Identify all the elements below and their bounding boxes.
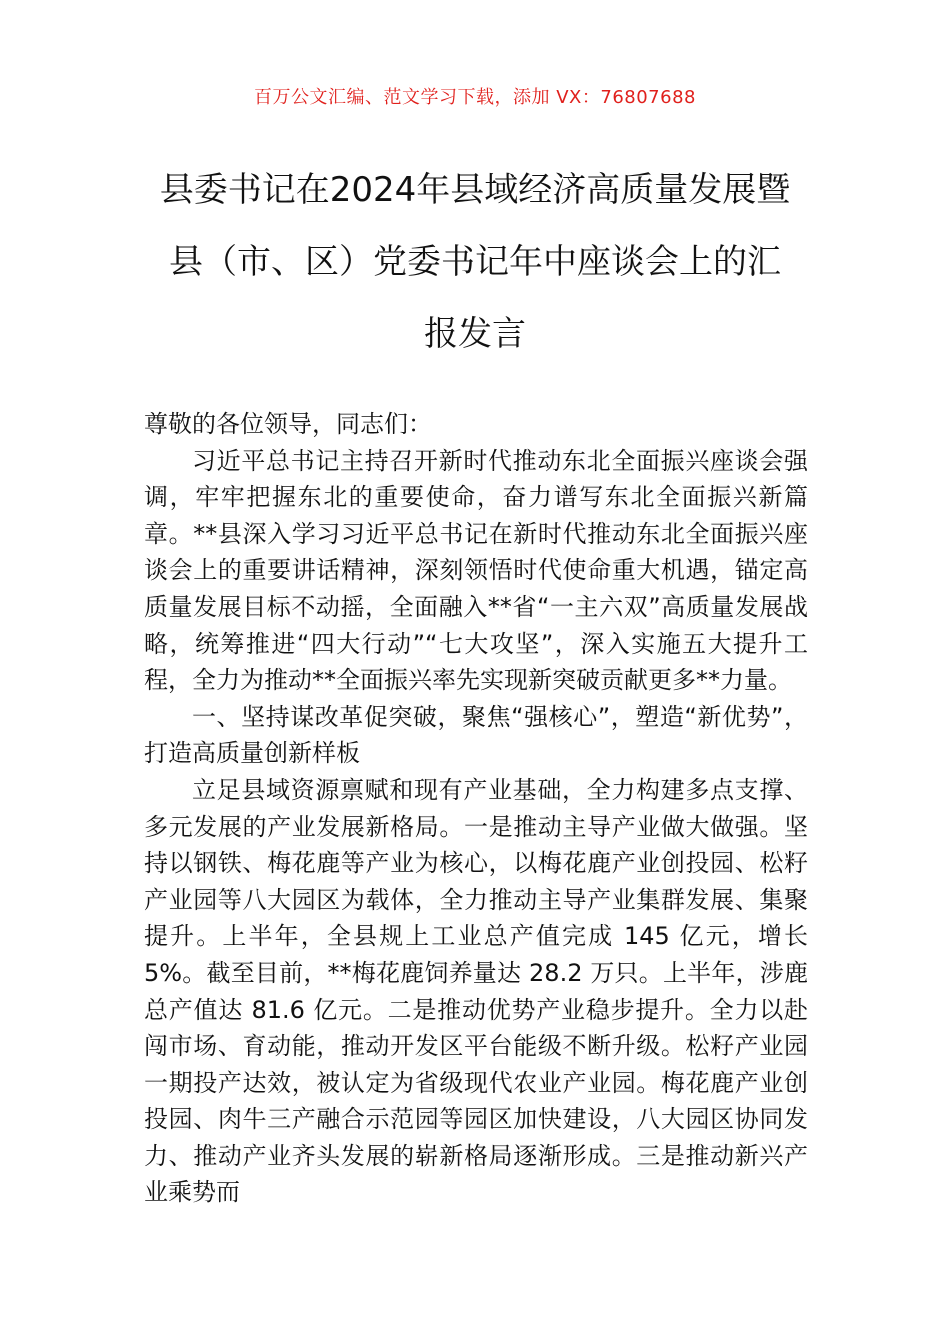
section-heading-1: 一、坚持谋改革促突破，聚焦“强核心”，塑造“新优势”，打造高质量创新样板 [144,702,808,768]
title-line-2: 县（市、区）党委书记年中座谈会上的汇 [169,242,781,282]
salutation: 尊敬的各位领导，同志们： [144,410,432,438]
page-title [140,154,810,370]
title-line-3: 报发言 [424,314,526,354]
title-line-1: 县委书记在2024年县域经济高质量发展暨 [159,170,791,210]
document-body [144,406,808,1210]
watermark-text: 百万公文汇编、范文学习下载，添加 VX：76807688 [254,87,696,108]
paragraph-intro: 习近平总书记主持召开新时代推动东北全面振兴座谈会强调，牢牢把握东北的重要使命，奋力谱写东北全面振兴新篇章。**县深入学习习近平总书记在新时代推动东北全面振兴座谈会上的重要讲话精神，深刻领悟时代使命重大机遇，锚定高质量发展目标不动摇，全面融入**省“一主六双”高质量发展战略，统筹推进“四大行动”“七大攻坚”，深入实施五大提升工程，全力为推动**全面振兴率先实现新突破贡献更多**力量。 [144,446,808,695]
paragraph-section-1: 立足县域资源禀赋和现有产业基础，全力构建多点支撑、多元发展的产业发展新格局。一是推动主导产业做大做强。坚持以钢铁、梅花鹿等产业为核心，以梅花鹿产业创投园、松籽产业园等八大园区为载体，全力推动主导产业集群发展、集聚提升。上半年，全县规上工业总产值完成 145 亿元，增长 5%。截至目前，**梅花鹿饲养量达 28.2 万只。上半年，涉鹿总产值达 81.6 亿元。二是推动优势产业稳步提升。全力以赴闯市场、育动能，推动开发区平台能级不断升级。松籽产业园一期投产达效，被认定为省级现代农业产业园。梅花鹿产业创投园、肉牛三产融合示范园等园区加快建设，八大园区协同发力、推动产业齐头发展的崭新格局逐渐形成。三是推动新兴产业乘势而 [144,775,808,1207]
body-text [144,406,808,1210]
